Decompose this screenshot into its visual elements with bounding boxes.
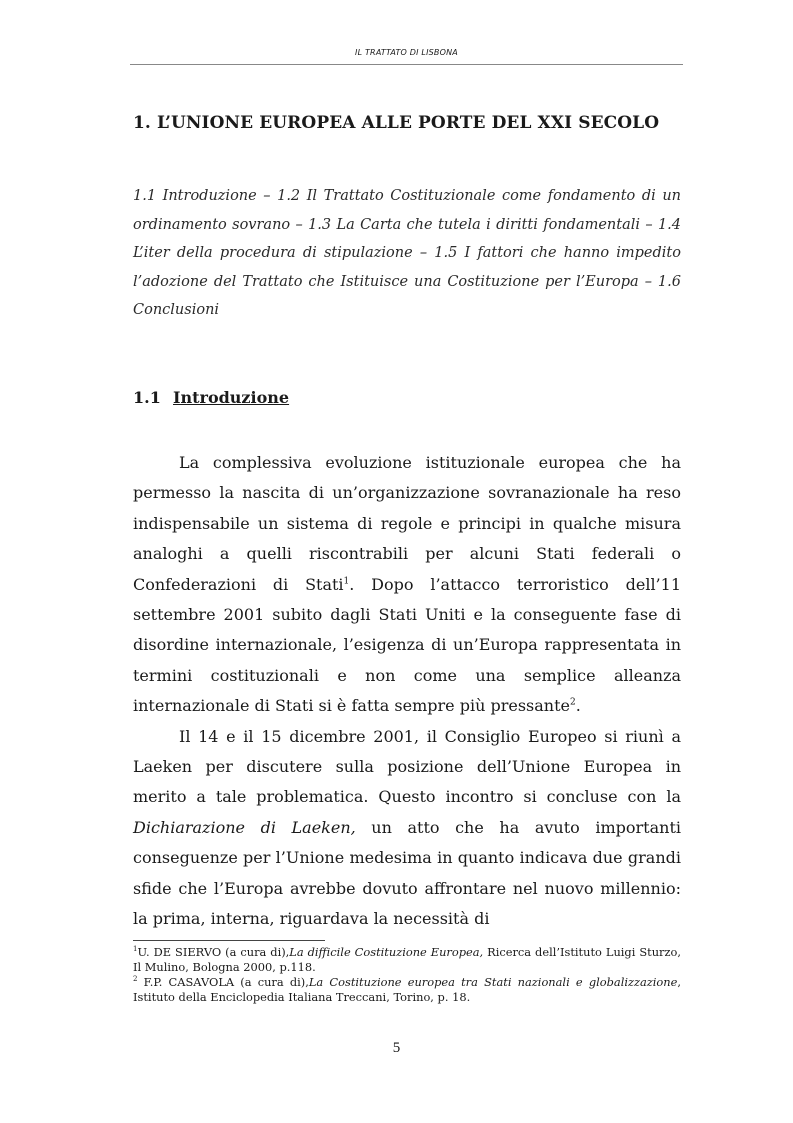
running-header: IL TRATTATO DI LISBONA <box>355 48 458 57</box>
paragraph-1 <box>133 448 681 722</box>
footnote-1-details: Ricerca dell’Istituto Luigi Sturzo, Il Mulino, Bologna 2000, p.118. <box>133 945 681 974</box>
paragraph-2-text-b: un atto che ha avuto importanti conseguenze per l’Unione medesima in quanto indicava due grandi sfide che l’Europa avrebbe dovuto affrontare nel nuovo millennio: la prima, interna, riguardava la necessità di <box>133 817 681 929</box>
paragraph-1-text-a: La complessiva evoluzione istituzionale europea che ha permesso la nascita di un’organizzazione sovranazionale ha reso indispensabile un sistema di regole e principi in qualche misura analoghi a quelli riscontrabili per alcuni Stati federali o Confederazioni di Stati <box>133 453 681 594</box>
footnote-2-author: F.P. CASAVOLA (a cura di), <box>137 975 309 989</box>
footnote-2-details: , Istituto della Enciclopedia Italiana Treccani, Torino, p. 18. <box>133 975 681 1004</box>
paragraph-1-text-b: . Dopo l’attacco terroristico dell’11 settembre 2001 subito dagli Stati Uniti e la conseguente fase di disordine internazionale, l’esigenza di un’Europa rappresentata in termini costituzionali e non come una semplice alleanza internazionale di Stati si è fatta sempre più pressante <box>133 574 682 716</box>
section-title-text: Introduzione <box>173 388 290 407</box>
footnote-2-title: La Costituzione europea tra Stati nazionali e globalizzazione <box>308 975 678 989</box>
body-text <box>133 448 681 935</box>
footnote-rule <box>133 940 325 941</box>
paragraph-1-end: . <box>575 696 581 716</box>
paragraph-2-text-a: Il 14 e il 15 dicembre 2001, il Consiglio Europeo si riunì a Laeken per discutere sulla posizione dell’Unione Europea in merito a tale problematica. Questo incontro si concluse con la <box>133 726 681 807</box>
page-number: 5 <box>392 1040 401 1056</box>
chapter-title: 1. L’UNIONE EUROPEA ALLE PORTE DEL XXI SECOLO <box>133 113 660 133</box>
footnote-1-marker: 1 <box>133 945 138 954</box>
footnote-1 <box>133 945 681 975</box>
footnote-2 <box>133 975 681 1005</box>
footnote-2-marker: 2 <box>133 975 138 984</box>
footnote-1-author: U. DE SIERVO (a cura di), <box>137 945 290 959</box>
paragraph-2-italic: Dichiarazione di Laeken, <box>133 817 356 837</box>
footnote-ref-2: 2 <box>570 697 576 708</box>
header-rule <box>130 64 683 65</box>
footnote-ref-1: 1 <box>343 576 350 587</box>
footnote-1-title: La difficile Costituzione Europea, <box>289 945 484 959</box>
section-number: 1.1 <box>133 388 161 407</box>
section-heading <box>133 388 289 407</box>
chapter-summary: 1.1 Introduzione – 1.2 Il Trattato Costituzionale come fondamento di un ordinamento sovrano – 1.3 La Carta che tutela i diritti fondamentali – 1.4 L’iter della procedura di stipulazione – 1.5 I fattori che hanno impedito l’adozione del Trattato che Istituisce una Costituzione per l’Europa – 1.6 Conclusioni <box>133 188 681 318</box>
footnotes <box>133 945 681 1005</box>
paragraph-2 <box>133 722 681 935</box>
